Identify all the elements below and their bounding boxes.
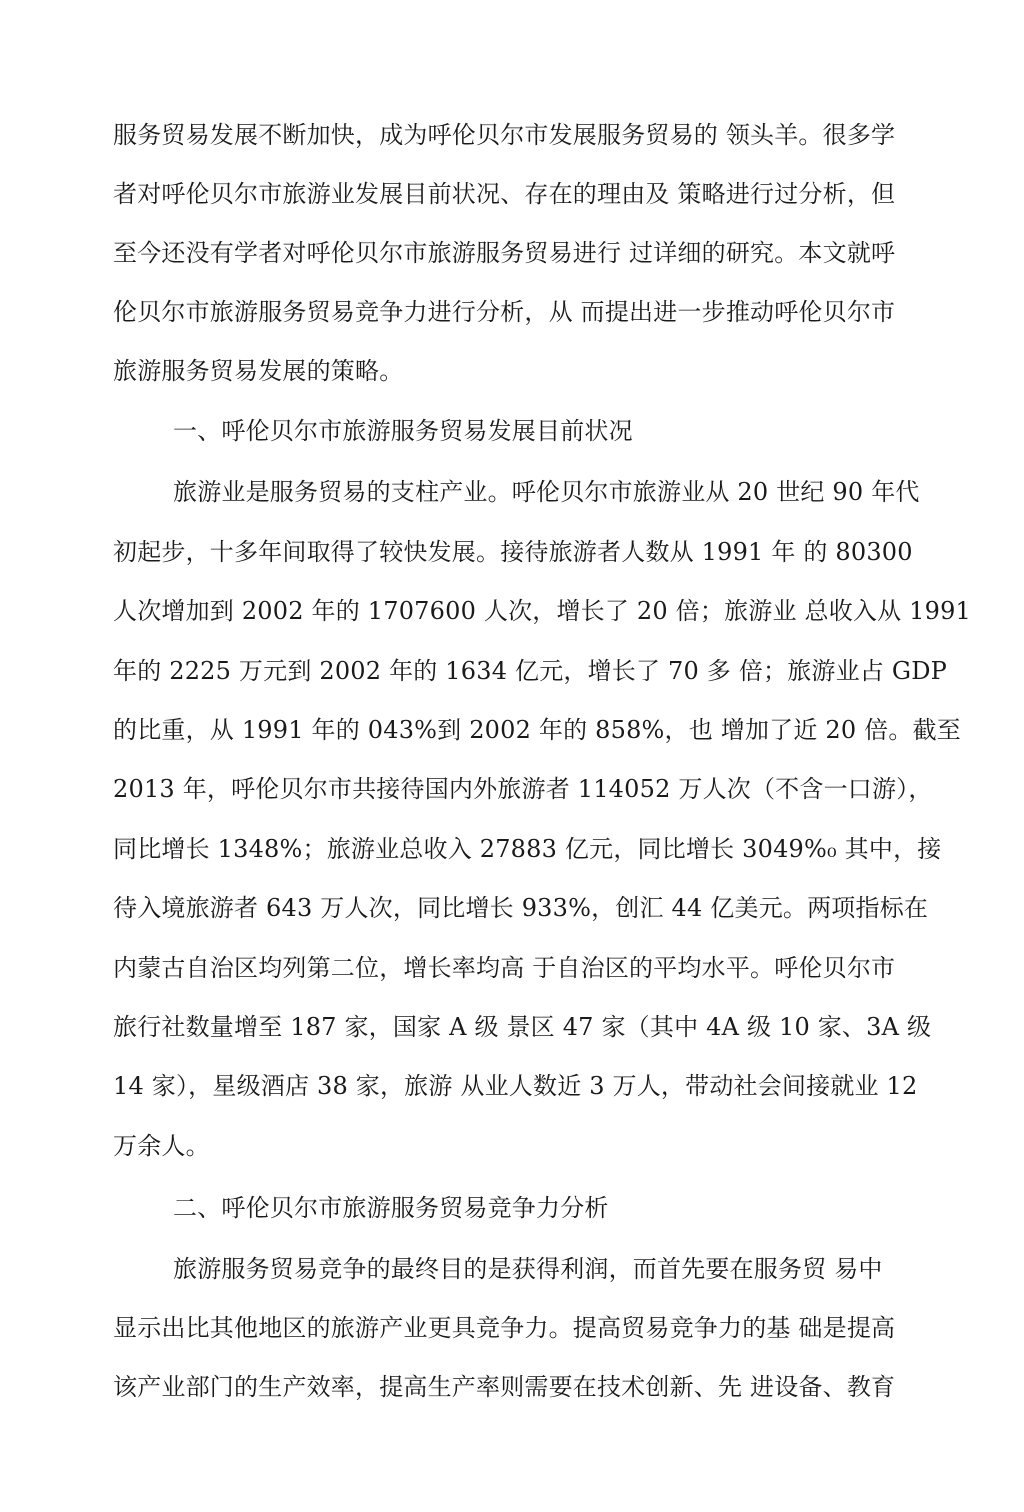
- section-heading-1: 一、呼伦贝尔市旅游服务贸易发展目前状况: [173, 417, 633, 445]
- paragraph-line: 万余人。: [113, 1132, 210, 1160]
- paragraph-line: 的比重，从 1991 年的 043%到 2002 年的 858%，也 增加了近 20 倍。截至: [113, 716, 961, 744]
- paragraph-line: 显示出比其他地区的旅游产业更具竞争力。提高贸易竞争力的基 础是提高: [113, 1314, 896, 1342]
- paragraph-line: 旅游服务贸易竞争的最终目的是获得利润，而首先要在服务贸 易中: [173, 1255, 883, 1283]
- paragraph-line: 旅行社数量增至 187 家，国家 A 级 景区 47 家（其中 4A 级 10 家、3A 级: [113, 1013, 932, 1041]
- paragraph-line: 14 家），星级酒店 38 家，旅游 从业人数近 3 万人，带动社会间接就业 12: [113, 1072, 918, 1100]
- paragraph-line: 伦贝尔市旅游服务贸易竞争力进行分析，从 而提出进一步推动呼伦贝尔市: [113, 298, 896, 326]
- paragraph-line: 年的 2225 万元到 2002 年的 1634 亿元，增长了 70 多 倍；旅游业占 GDP: [113, 657, 948, 685]
- paragraph-line: 内蒙古自治区均列第二位，增长率均高 于自治区的平均水平。呼伦贝尔市: [113, 954, 896, 982]
- paragraph-line: 至今还没有学者对呼伦贝尔市旅游服务贸易进行 过详细的研究。本文就呼: [113, 239, 896, 267]
- paragraph-line: 服务贸易发展不断加快，成为呼伦贝尔市发展服务贸易的 领头羊。很多学: [113, 121, 896, 149]
- paragraph-line: 同比增长 1348%；旅游业总收入 27883 亿元，同比增长 3049%₀ 其中，接: [113, 835, 942, 863]
- paragraph-line: 待入境旅游者 643 万人次，同比增长 933%，创汇 44 亿美元。两项指标在: [113, 894, 929, 922]
- paragraph-line: 2013 年，呼伦贝尔市共接待国内外旅游者 114052 万人次（不含一口游），: [113, 775, 933, 803]
- section-heading-2: 二、呼伦贝尔市旅游服务贸易竞争力分析: [173, 1194, 609, 1222]
- paragraph-line: 旅游业是服务贸易的支柱产业。呼伦贝尔市旅游业从 20 世纪 90 年代: [173, 478, 920, 506]
- paragraph-line: 旅游服务贸易发展的策略。: [113, 357, 404, 385]
- paragraph-line: 者对呼伦贝尔市旅游业发展目前状况、存在的理由及 策略进行过分析，但: [113, 180, 896, 208]
- paragraph-line: 初起步，十多年间取得了较快发展。接待旅游者人数从 1991 年 的 80300: [113, 538, 913, 566]
- paragraph-line: 人次增加到 2002 年的 1707600 人次，增长了 20 倍；旅游业 总收入从 1991: [113, 597, 972, 625]
- paragraph-line: 该产业部门的生产效率，提高生产率则需要在技术创新、先 进设备、教育: [113, 1373, 896, 1401]
